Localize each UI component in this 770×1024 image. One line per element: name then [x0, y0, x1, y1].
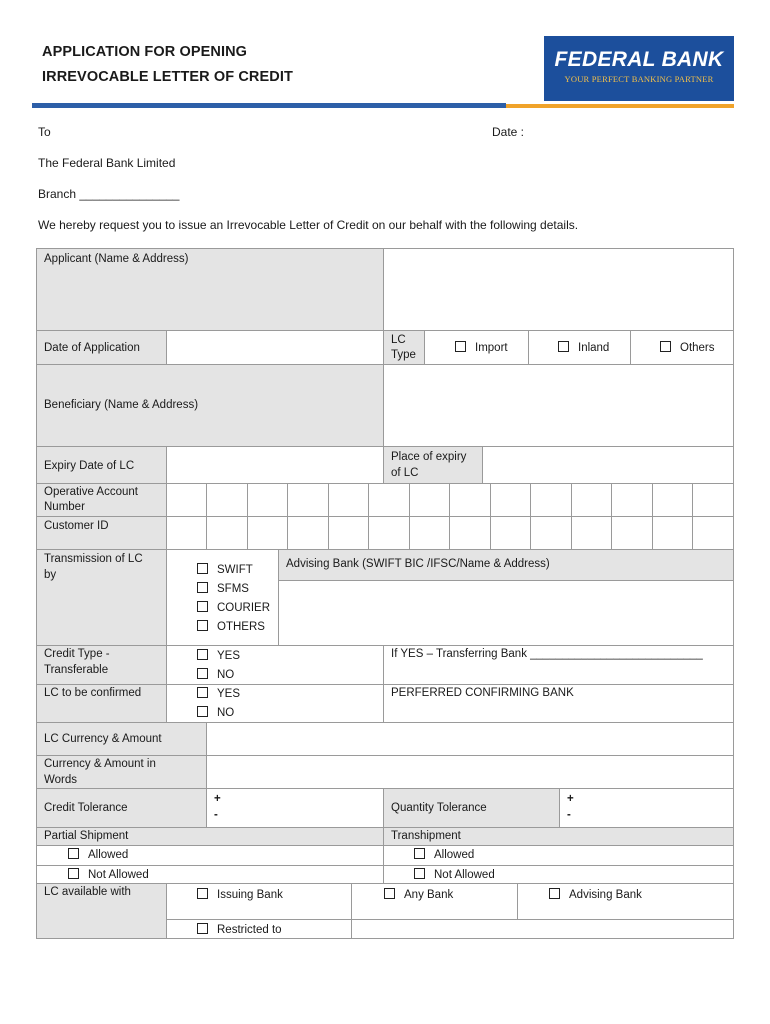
transmission-label [37, 550, 166, 645]
available-advising-bank-option[interactable] [549, 888, 642, 902]
checkbox[interactable] [68, 868, 79, 879]
transmission-courier-option[interactable] [197, 601, 270, 615]
header-divider-orange [506, 104, 734, 108]
others-caps-label: OTHERS [217, 621, 265, 633]
account-digit-boxes[interactable] [166, 484, 733, 549]
amount-in-words-line-1: Currency & Amount in [44, 758, 156, 770]
advising-bank-label: Advising Bank (SWIFT BIC /IFSC/Name & Address) [279, 550, 733, 580]
allowed-label: Allowed [88, 849, 129, 861]
place-of-expiry-line-2: of LC [391, 467, 419, 479]
federal-bank-logo [544, 36, 734, 101]
checkbox[interactable] [558, 341, 569, 352]
transferable-no-option[interactable] [197, 668, 234, 682]
bank-name: The Federal Bank Limited [38, 156, 176, 170]
checkbox[interactable] [197, 582, 208, 593]
transhipment-not-allowed-option[interactable] [414, 868, 495, 882]
checkbox[interactable] [197, 706, 208, 717]
amount-in-words-label [37, 756, 206, 788]
not-allowed-label: Not Allowed [88, 869, 149, 881]
checkbox[interactable] [197, 601, 208, 612]
lc-type-import-option[interactable] [455, 341, 508, 355]
available-restricted-to-option[interactable] [197, 923, 282, 937]
lc-type-label-line-1: LC [391, 334, 406, 346]
not-allowed-label: Not Allowed [434, 869, 495, 881]
customer-id-label: Customer ID [37, 517, 166, 549]
checkbox[interactable] [197, 923, 208, 934]
swift-label: SWIFT [217, 564, 253, 576]
date-label: Date : [492, 125, 525, 139]
advising-bank-field[interactable] [279, 581, 733, 645]
checkbox[interactable] [68, 848, 79, 859]
credit-tolerance-field[interactable] [206, 789, 383, 827]
request-statement: We hereby request you to issue an Irrevocable Letter of Credit on our behalf with the following details. [38, 218, 579, 232]
courier-label: COURIER [217, 602, 271, 614]
lc-type-inland-option[interactable] [558, 341, 609, 355]
confirmed-no-option[interactable] [197, 706, 234, 720]
checkbox[interactable] [197, 649, 208, 660]
credit-tolerance-plus: + [214, 793, 221, 805]
quantity-tolerance-plus: + [567, 793, 574, 805]
yes-label: YES [217, 650, 241, 662]
credit-type-line-1: Credit Type - [44, 648, 110, 660]
allowed-label: Allowed [434, 849, 475, 861]
others-label: Others [680, 342, 715, 354]
transhipment-allowed-option[interactable] [414, 848, 474, 862]
checkbox[interactable] [384, 888, 395, 899]
form-title-line-2: IRREVOCABLE LETTER OF CREDIT [42, 69, 293, 85]
transmission-line-2: by [44, 569, 57, 581]
operative-account-line-2: Number [44, 501, 85, 513]
lc-confirmed-label: LC to be confirmed [37, 685, 166, 722]
checkbox[interactable] [197, 563, 208, 574]
transferable-yes-option[interactable] [197, 649, 240, 663]
yes-label: YES [217, 688, 241, 700]
header-divider-blue [32, 103, 506, 108]
available-issuing-bank-option[interactable] [197, 888, 283, 902]
transmission-line-1: Transmission of LC [44, 553, 143, 565]
place-of-expiry-field[interactable] [482, 447, 733, 483]
quantity-tolerance-field[interactable] [559, 789, 733, 827]
transmission-swift-option[interactable] [197, 563, 253, 577]
available-any-bank-option[interactable] [384, 888, 453, 902]
partial-shipment-allowed-option[interactable] [68, 848, 128, 862]
no-label: NO [217, 669, 235, 681]
beneficiary-field[interactable] [383, 365, 733, 446]
restricted-to-field[interactable] [352, 920, 733, 938]
credit-tolerance-minus: - [214, 809, 218, 821]
logo-tagline: YOUR PERFECT BANKING PARTNER [564, 74, 714, 84]
checkbox[interactable] [197, 668, 208, 679]
checkbox[interactable] [414, 848, 425, 859]
expiry-date-label: Expiry Date of LC [37, 447, 166, 483]
operative-account-label [37, 484, 166, 516]
logo-name: FEDERAL BANK [554, 48, 724, 71]
quantity-tolerance-label: Quantity Tolerance [383, 789, 559, 827]
date-of-application-label: Date of Application [37, 331, 166, 364]
import-label: Import [475, 342, 508, 354]
amount-in-words-line-2: Words [44, 774, 78, 786]
checkbox[interactable] [549, 888, 560, 899]
checkbox[interactable] [414, 868, 425, 879]
restricted-to-label: Restricted to [217, 924, 282, 936]
place-of-expiry-label [383, 447, 482, 483]
lc-type-others-option[interactable] [660, 341, 715, 355]
checkbox[interactable] [197, 620, 208, 631]
transmission-sfms-option[interactable] [197, 582, 249, 596]
inland-label: Inland [578, 342, 610, 354]
quantity-tolerance-minus: - [567, 809, 571, 821]
lc-available-label: LC available with [37, 884, 166, 938]
transmission-others-option[interactable] [197, 620, 265, 634]
any-bank-label: Any Bank [404, 889, 454, 901]
beneficiary-label: Beneficiary (Name & Address) [37, 365, 383, 446]
issuing-bank-label: Issuing Bank [217, 889, 283, 901]
confirmed-yes-option[interactable] [197, 687, 240, 701]
transhipment-label: Transhipment [383, 828, 733, 845]
lc-type-label-line-2: Type [391, 349, 416, 361]
preferred-confirming-bank-field[interactable]: PERFERRED CONFIRMING BANK [391, 687, 574, 699]
sfms-label: SFMS [217, 583, 249, 595]
no-label: NO [217, 707, 235, 719]
checkbox[interactable] [197, 687, 208, 698]
applicant-label: Applicant (Name & Address) [37, 249, 383, 330]
amount-in-words-field[interactable] [206, 756, 733, 788]
lc-type-label [383, 331, 424, 364]
currency-amount-field[interactable] [206, 723, 733, 755]
to-label: To [38, 125, 51, 139]
checkbox[interactable] [455, 341, 466, 352]
form-title-line-1: APPLICATION FOR OPENING [42, 44, 248, 60]
expiry-date-field[interactable] [166, 447, 383, 483]
partial-shipment-not-allowed-option[interactable] [68, 868, 149, 882]
advising-bank-option-label: Advising Bank [569, 889, 642, 901]
branch-field[interactable]: Branch _______________ [38, 187, 180, 201]
applicant-field[interactable] [383, 249, 733, 330]
checkbox[interactable] [197, 888, 208, 899]
credit-type-line-2: Transferable [44, 664, 109, 676]
credit-type-label [37, 646, 166, 684]
credit-tolerance-label: Credit Tolerance [37, 789, 206, 827]
place-of-expiry-line-1: Place of expiry [391, 451, 467, 463]
date-of-application-field[interactable] [166, 331, 383, 364]
currency-amount-label: LC Currency & Amount [37, 723, 206, 755]
transferring-bank-field[interactable]: If YES – Transferring Bank ___________________________ [391, 648, 703, 660]
checkbox[interactable] [660, 341, 671, 352]
partial-shipment-label: Partial Shipment [37, 828, 383, 845]
operative-account-line-1: Operative Account [44, 486, 138, 498]
